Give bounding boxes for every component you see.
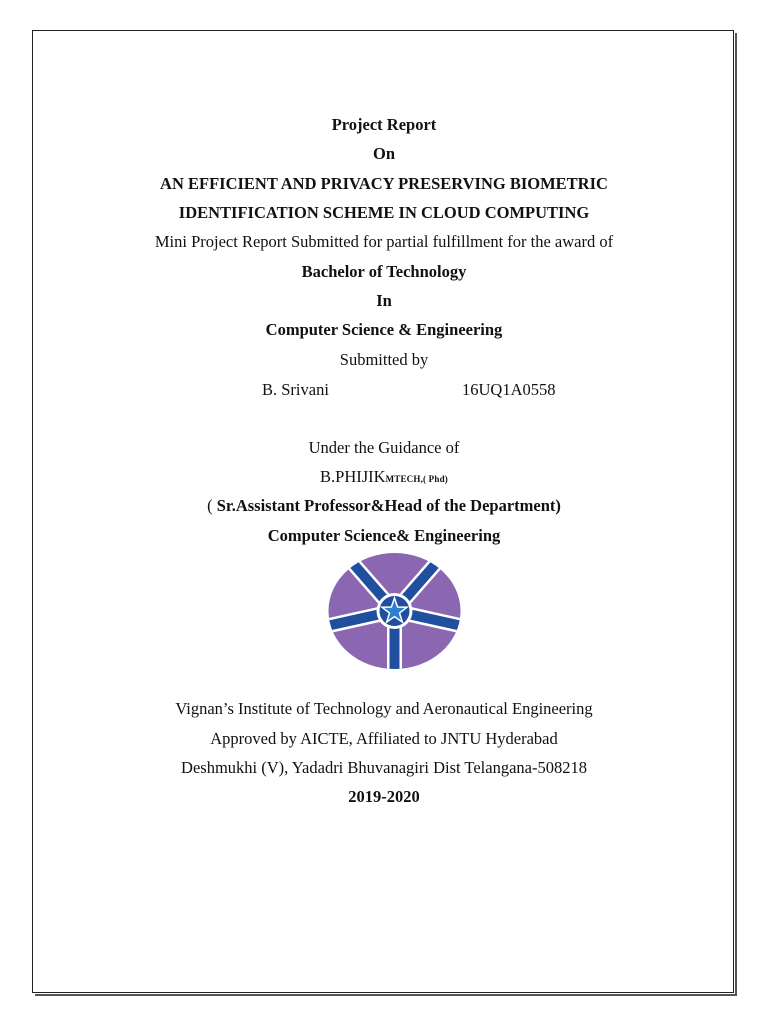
guide-name: B.PHIJIK (320, 467, 386, 486)
institute-address: Deshmukhi (V), Yadadri Bhuvanagiri Dist Telangana-508218 (181, 758, 587, 777)
submission-purpose: Mini Project Report Submitted for partial fulfillment for the award of (154, 232, 614, 251)
submitted-by-label: Submitted by (339, 350, 429, 369)
institute-name-suffix: Technology and Aeronautical Engineering (310, 699, 593, 718)
guide-qualification: MTECH,( Phd) (385, 474, 448, 484)
guidance-label: Under the Guidance of (308, 438, 460, 457)
institute-name-prefix: Vignan’s Institute of (175, 699, 311, 718)
institute-emblem-star-icon (327, 552, 462, 670)
guide-designation: Sr.Assistant Professor&Head of the Department) (216, 496, 561, 515)
designation-open-paren: ( (207, 496, 217, 515)
academic-year: 2019-2020 (348, 787, 420, 806)
degree: Bachelor of Technology (301, 262, 467, 281)
branch: Computer Science & Engineering (265, 320, 503, 339)
guide-line (0, 467, 768, 489)
student-roll-number: 16UQ1A0558 (462, 380, 556, 399)
student-row (0, 380, 768, 400)
guide-designation-line (0, 496, 768, 516)
title-line-1: AN EFFICIENT AND PRIVACY PRESERVING BIOMETRIC (160, 174, 608, 193)
institute-approval: Approved by AICTE, Affiliated to JNTU Hyderabad (210, 729, 558, 748)
guide-department: Computer Science& Engineering (267, 526, 501, 545)
report-heading: Project Report (331, 115, 437, 134)
institute-name (0, 699, 768, 719)
title-line-2: IDENTIFICATION SCHEME IN CLOUD COMPUTING (178, 203, 590, 222)
student-name: B. Srivani (262, 380, 329, 399)
in-label: In (376, 291, 392, 310)
on-label: On (372, 144, 395, 163)
